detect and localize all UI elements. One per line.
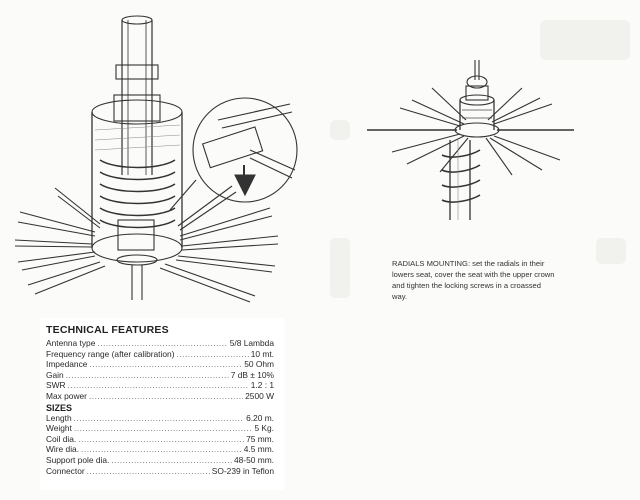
size-row xyxy=(46,423,274,434)
spec-label: Gain xyxy=(46,369,64,380)
size-row xyxy=(46,434,274,445)
size-value: 4.5 mm. xyxy=(243,444,274,455)
leader-dots xyxy=(78,434,244,445)
spec-row xyxy=(46,359,274,370)
spec-row xyxy=(46,380,274,391)
leader-dots xyxy=(74,413,244,424)
size-value: 48-50 mm. xyxy=(233,454,274,465)
spec-value: 7 dB ± 10% xyxy=(230,369,274,380)
spec-value: 1.2 : 1 xyxy=(250,380,274,391)
size-row xyxy=(46,444,274,455)
size-label: Connector xyxy=(46,465,85,476)
size-row xyxy=(46,466,274,477)
scan-mark xyxy=(330,120,350,140)
spec-value: 2500 W xyxy=(245,390,274,401)
size-label: Weight xyxy=(46,423,72,434)
scan-mark xyxy=(540,20,630,60)
leader-dots xyxy=(111,455,232,466)
spec-label: Max power xyxy=(46,390,87,401)
size-row xyxy=(46,413,274,424)
spec-row xyxy=(46,391,274,402)
spec-value: 5/8 Lambda xyxy=(229,338,274,348)
size-row xyxy=(46,455,274,466)
radials-mounting-drawing xyxy=(362,60,577,220)
size-label: Coil dia. xyxy=(46,433,77,444)
size-label: Wire dia. xyxy=(46,444,80,455)
spec-label: Frequency range (after calibration) xyxy=(46,348,175,359)
size-value: 5 Kg. xyxy=(254,423,274,434)
spec-label: Impedance xyxy=(46,359,88,370)
leader-dots xyxy=(89,391,243,402)
scan-mark xyxy=(330,238,350,298)
leader-dots xyxy=(68,380,249,391)
spec-row xyxy=(46,370,274,381)
spec-label: SWR xyxy=(46,380,66,391)
spec-value: 10 mt. xyxy=(250,348,274,359)
size-value: 6.20 m. xyxy=(246,412,274,423)
leader-dots xyxy=(89,359,242,370)
leader-dots xyxy=(176,349,248,360)
leader-dots xyxy=(74,423,253,434)
scan-mark xyxy=(596,238,626,264)
spec-row xyxy=(46,338,274,349)
spec-row xyxy=(46,349,274,360)
size-label: Support pole dia. xyxy=(46,454,110,465)
technical-features-table xyxy=(40,318,285,490)
spec-value: 50 Ohm xyxy=(244,359,274,370)
size-value: SO-239 in Teflon xyxy=(211,465,274,476)
technical-features-title: TECHNICAL FEATURES xyxy=(46,324,169,336)
leader-dots xyxy=(97,338,227,349)
leader-dots xyxy=(66,370,229,381)
sizes-title: SIZES xyxy=(46,402,73,413)
size-label: Length xyxy=(46,412,72,423)
spec-label: Antenna type xyxy=(46,338,96,348)
size-value: 75 mm. xyxy=(246,433,274,444)
antenna-base-drawing xyxy=(0,0,320,318)
leader-dots xyxy=(81,444,242,455)
radials-mounting-caption: RADIALS MOUNTING: set the radials in their lowers seat, cover the seat with the upper crown and tighten the locking screws in a croassed way. xyxy=(392,259,555,301)
leader-dots xyxy=(87,466,210,477)
